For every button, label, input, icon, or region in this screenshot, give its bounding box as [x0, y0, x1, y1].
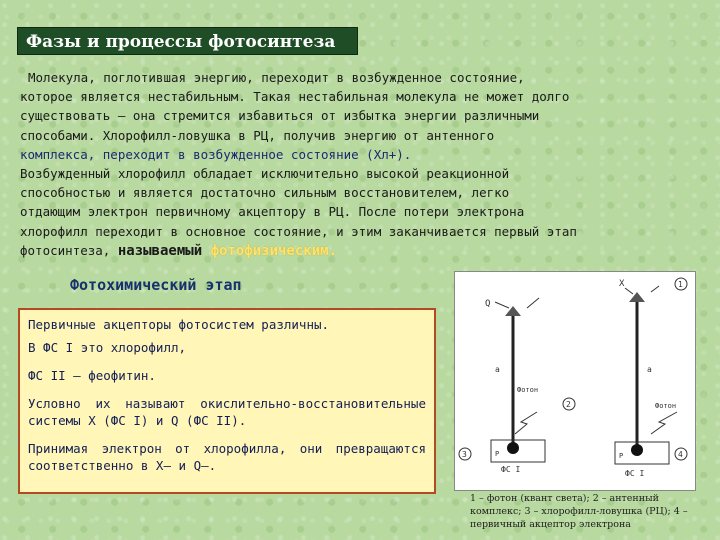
left-rc-label: Р: [495, 450, 500, 458]
box-text: ФС II – феофитин.: [28, 368, 156, 383]
right-system-drawing: [615, 279, 677, 478]
para-line: способностью и является достаточно сильным восстановителем, легко: [20, 185, 510, 201]
left-q-label: Q: [485, 299, 491, 309]
para-line: существовать – она стремится избавиться от избытка энергии различными: [20, 108, 540, 124]
diagram-caption: 1 – фотон (квант света); 2 – антенный комплекс; 3 – хлорофилл-ловушка (РЦ); 4 – первичный акцептор электрона: [470, 493, 688, 530]
para-named: называемый: [117, 242, 211, 259]
photochemical-heading: Фотохимический этап: [70, 276, 242, 294]
para-line: хлорофилл переходит в основное состояние, и этим заканчивается первый этап: [20, 223, 577, 239]
left-system-name: ФС I: [501, 465, 521, 474]
right-x-label: X: [619, 279, 625, 289]
right-rc-label: Р: [619, 452, 624, 460]
slide-title: Фазы и процессы фотосинтеза: [17, 27, 358, 55]
box-text: Условно их называют окислительно-восстановительные системы X (ФС I) и Q (ФС II).: [28, 396, 426, 428]
para-line: Возбужденный хлорофилл обладает исключительно высокой реакционной: [20, 166, 510, 182]
para-line: способами. Хлорофилл-ловушка в РЦ, получив энергию от антенного: [20, 127, 495, 143]
diagram-svg: [455, 272, 695, 490]
box-text: Принимая электрон от хлорофилла, они превращаются соответственно в X– и Q–.: [28, 441, 426, 473]
para-text: фотосинтеза,: [20, 242, 118, 258]
acceptors-box: [18, 308, 436, 494]
right-a-label: a: [647, 365, 652, 374]
marker-1: 1: [678, 280, 683, 289]
box-text: Первичные акцепторы фотосистем различны.: [28, 317, 330, 332]
para-line: отдающим электрон первичному акцептору в РЦ. После потери электрона: [20, 204, 525, 220]
intro-paragraph: [20, 68, 680, 261]
left-a-label: a: [495, 365, 500, 374]
phys-stage-term: фотофизическим.: [210, 242, 337, 259]
left-system-drawing: [485, 298, 545, 474]
para-line: [20, 241, 680, 261]
marker-4: 4: [678, 450, 683, 459]
marker-3: 3: [462, 450, 467, 459]
marker-2: 2: [566, 400, 571, 409]
left-foton-label: Фотон: [517, 386, 539, 394]
box-text: В ФС I это хлорофилл,: [28, 340, 187, 355]
para-line: комплекса, переходит в возбужденное состояние (Хл+).: [20, 146, 412, 162]
para-line: Молекула, поглотившая энергию, переходит в возбужденное состояние,: [28, 70, 525, 85]
photosystem-diagram: [454, 271, 696, 491]
right-system-name: ФС I: [625, 469, 645, 478]
para-line: которое является нестабильным. Такая нестабильная молекула не может долго: [20, 89, 570, 105]
right-foton-label: Фотон: [655, 402, 677, 410]
